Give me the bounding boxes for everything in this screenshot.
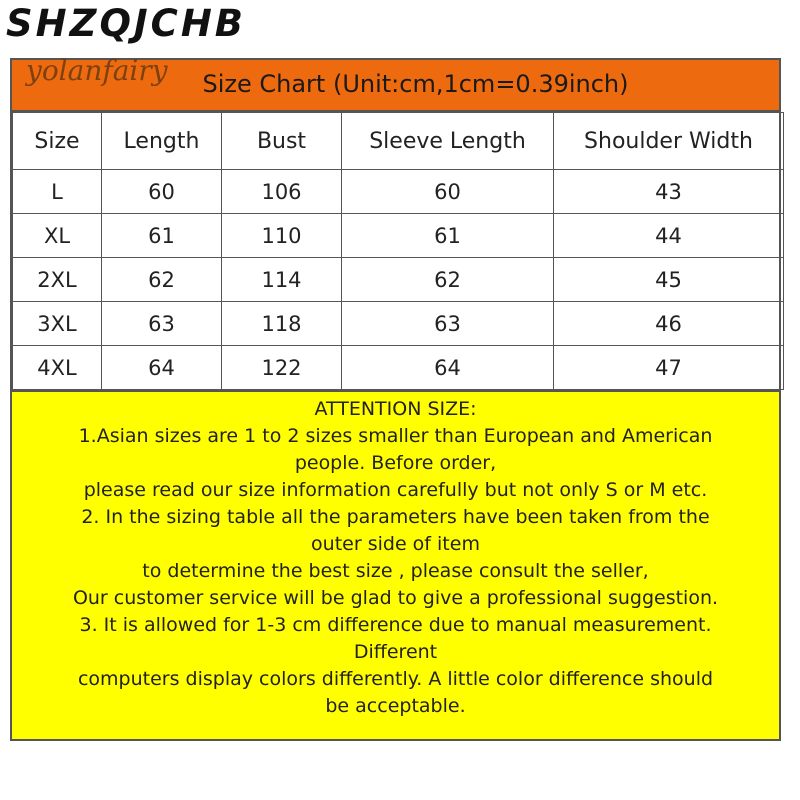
cell-size: XL xyxy=(13,214,102,258)
size-table xyxy=(12,112,784,390)
cell-bust: 110 xyxy=(222,214,342,258)
notice-line: Different xyxy=(353,641,438,663)
cell-sleeve-length: 62 xyxy=(342,258,554,302)
table-row xyxy=(13,170,784,214)
notice-heading: ATTENTION SIZE: xyxy=(314,398,477,420)
chart-title: Size Chart (Unit:cm,1cm=0.39inch) xyxy=(202,70,629,98)
notice-line: computers display colors differently. A little color difference should xyxy=(77,668,714,690)
notice-line: Our customer service will be glad to give a professional suggestion. xyxy=(72,587,719,609)
brand-logo-text: SHZQJCHB xyxy=(6,2,250,47)
notice-line: people. Before order, xyxy=(294,452,497,474)
notice-line: 1.Asian sizes are 1 to 2 sizes smaller than European and American xyxy=(78,425,713,447)
cell-bust: 118 xyxy=(222,302,342,346)
cell-shoulder-width: 46 xyxy=(554,302,784,346)
table-row xyxy=(13,302,784,346)
cell-length: 62 xyxy=(102,258,222,302)
cell-sleeve-length: 61 xyxy=(342,214,554,258)
cell-bust: 114 xyxy=(222,258,342,302)
cell-bust: 106 xyxy=(222,170,342,214)
title-bar xyxy=(12,54,779,112)
notice-line: please read our size information carefully but not only S or M etc. xyxy=(83,479,708,501)
cell-shoulder-width: 44 xyxy=(554,214,784,258)
table-row xyxy=(13,346,784,390)
cell-bust: 122 xyxy=(222,346,342,390)
table-row xyxy=(13,258,784,302)
table-row xyxy=(13,214,784,258)
notice-line: to determine the best size , please consult the seller, xyxy=(142,560,649,582)
notice-line: be acceptable. xyxy=(325,695,466,717)
cell-length: 60 xyxy=(102,170,222,214)
cell-size: L xyxy=(13,170,102,214)
notice-line: 3. It is allowed for 1-3 cm difference due to manual measurement. xyxy=(79,614,712,636)
notice-line: 2. In the sizing table all the parameters have been taken from the xyxy=(81,506,710,528)
notice-line: outer side of item xyxy=(311,533,480,555)
attention-notice xyxy=(12,390,779,739)
cell-sleeve-length: 60 xyxy=(342,170,554,214)
header-length: Length xyxy=(102,113,222,170)
cell-size: 4XL xyxy=(13,346,102,390)
table-header-row xyxy=(13,113,784,170)
cell-size: 3XL xyxy=(13,302,102,346)
cell-length: 61 xyxy=(102,214,222,258)
cell-shoulder-width: 45 xyxy=(554,258,784,302)
cell-length: 64 xyxy=(102,346,222,390)
cell-size: 2XL xyxy=(13,258,102,302)
header-bust: Bust xyxy=(222,113,342,170)
cell-length: 63 xyxy=(102,302,222,346)
header-shoulder-width: Shoulder Width xyxy=(554,113,784,170)
header-size: Size xyxy=(13,113,102,170)
cell-shoulder-width: 47 xyxy=(554,346,784,390)
size-chart-sheet xyxy=(10,54,781,741)
cell-sleeve-length: 64 xyxy=(342,346,554,390)
cell-sleeve-length: 63 xyxy=(342,302,554,346)
cell-shoulder-width: 43 xyxy=(554,170,784,214)
watermark-logo: yolanfairy xyxy=(26,54,168,87)
header-sleeve-length: Sleeve Length xyxy=(342,113,554,170)
